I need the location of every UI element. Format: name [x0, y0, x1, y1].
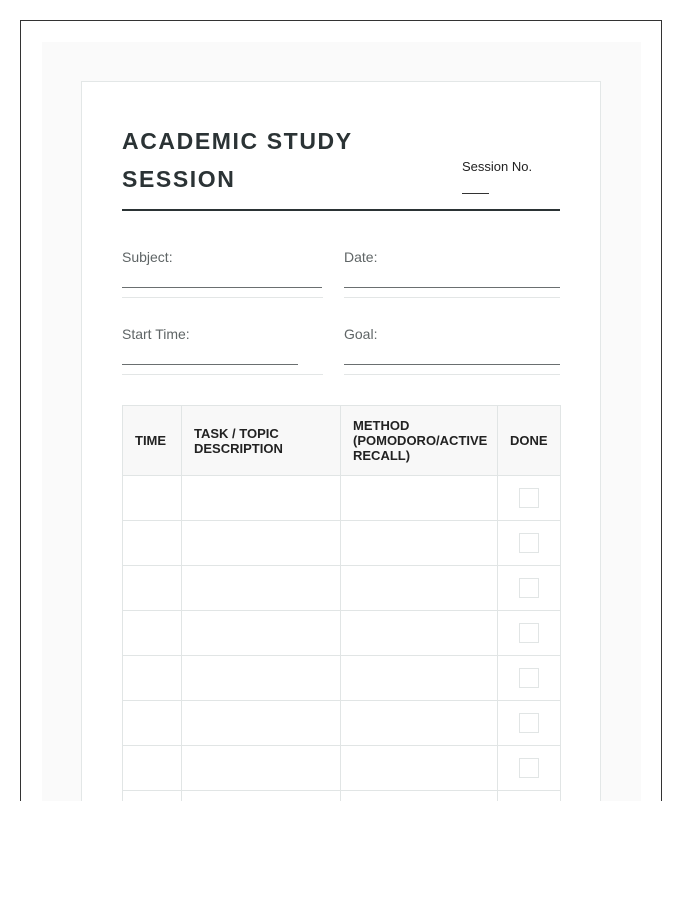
- method-cell[interactable]: [341, 701, 498, 746]
- method-cell[interactable]: [341, 566, 498, 611]
- time-cell[interactable]: [123, 611, 182, 656]
- done-checkbox[interactable]: [519, 533, 539, 553]
- done-checkbox[interactable]: [519, 758, 539, 778]
- table-row: [123, 791, 561, 802]
- session-number-label: Session No.: [462, 159, 533, 174]
- table-row: [123, 521, 561, 566]
- start-time-divider: [122, 374, 323, 375]
- time-cell[interactable]: [123, 791, 182, 802]
- task-cell[interactable]: [182, 746, 341, 791]
- table-header-row: [123, 406, 561, 476]
- done-cell: [498, 791, 561, 802]
- done-cell: [498, 656, 561, 701]
- done-checkbox[interactable]: [519, 488, 539, 508]
- task-cell[interactable]: [182, 701, 341, 746]
- subject-divider: [122, 297, 323, 298]
- column-header-time: TIME: [123, 406, 182, 476]
- column-header-done: DONE: [498, 406, 561, 476]
- table-row: [123, 611, 561, 656]
- time-cell[interactable]: [123, 701, 182, 746]
- method-cell[interactable]: [341, 521, 498, 566]
- goal-divider: [344, 374, 560, 375]
- task-cell[interactable]: [182, 521, 341, 566]
- session-number-field[interactable]: [462, 193, 489, 194]
- subject-field[interactable]: [122, 287, 322, 288]
- done-cell: [498, 476, 561, 521]
- title-line-2: SESSION: [122, 166, 236, 192]
- done-cell: [498, 521, 561, 566]
- column-header-task: TASK / TOPIC DESCRIPTION: [182, 406, 341, 476]
- table-row: [123, 656, 561, 701]
- done-cell: [498, 611, 561, 656]
- time-cell[interactable]: [123, 656, 182, 701]
- method-cell[interactable]: [341, 476, 498, 521]
- task-cell[interactable]: [182, 791, 341, 802]
- start-time-label: Start Time:: [122, 326, 190, 342]
- done-cell: [498, 701, 561, 746]
- time-cell[interactable]: [123, 566, 182, 611]
- date-divider: [344, 297, 560, 298]
- table-row: [123, 566, 561, 611]
- subject-label: Subject:: [122, 249, 173, 265]
- goal-label: Goal:: [344, 326, 378, 342]
- date-field[interactable]: [344, 287, 560, 288]
- done-checkbox[interactable]: [519, 623, 539, 643]
- start-time-field[interactable]: [122, 364, 298, 365]
- task-cell[interactable]: [182, 476, 341, 521]
- method-cell[interactable]: [341, 611, 498, 656]
- method-cell[interactable]: [341, 791, 498, 802]
- task-cell[interactable]: [182, 611, 341, 656]
- study-log-table: [122, 405, 561, 801]
- header-divider: [122, 209, 560, 211]
- method-cell[interactable]: [341, 746, 498, 791]
- time-cell[interactable]: [123, 746, 182, 791]
- time-cell[interactable]: [123, 476, 182, 521]
- table-row: [123, 746, 561, 791]
- task-cell[interactable]: [182, 656, 341, 701]
- done-checkbox[interactable]: [519, 578, 539, 598]
- title-line-1: ACADEMIC STUDY: [122, 128, 353, 154]
- page-title: [122, 122, 353, 198]
- done-cell: [498, 746, 561, 791]
- table-row: [123, 701, 561, 746]
- goal-field[interactable]: [344, 364, 560, 365]
- time-cell[interactable]: [123, 521, 182, 566]
- table-row: [123, 476, 561, 521]
- date-label: Date:: [344, 249, 378, 265]
- done-cell: [498, 566, 561, 611]
- done-checkbox[interactable]: [519, 668, 539, 688]
- task-cell[interactable]: [182, 566, 341, 611]
- done-checkbox[interactable]: [519, 713, 539, 733]
- method-cell[interactable]: [341, 656, 498, 701]
- column-header-method: METHOD (POMODORO/ACTIVE RECALL): [341, 406, 498, 476]
